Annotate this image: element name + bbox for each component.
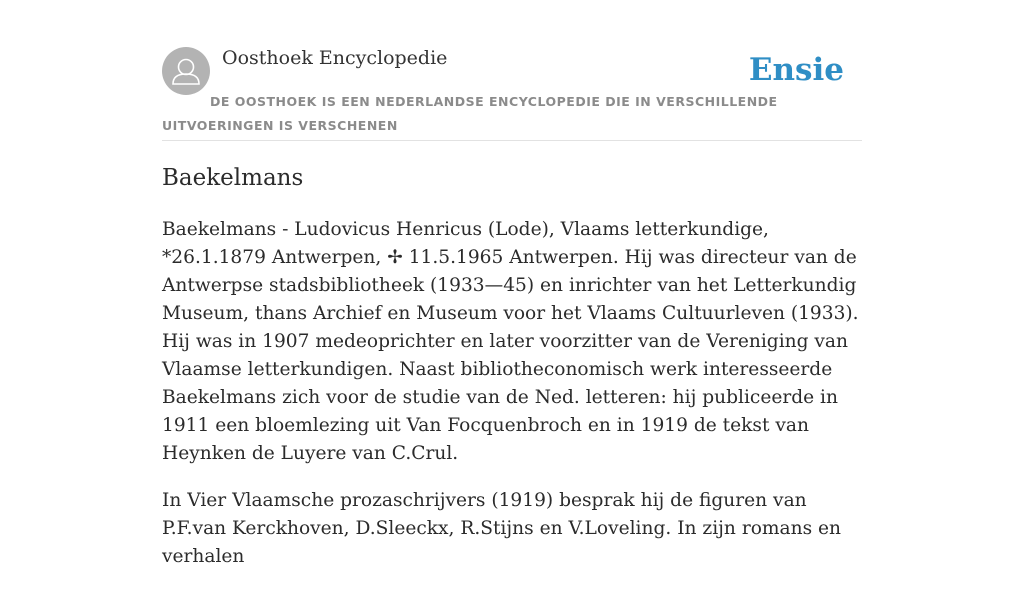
article-paragraph: Baekelmans - Ludovicus Henricus (Lode), Vlaams letterkundige, *26.1.1879 Antwerpen, ✢ 11.5.1965 Antwerpen. Hij was directeur van de Antwerpse stadsbibliotheek (1933—45) en inrichter van het Letterkundig Museum, thans Archief en Museum voor het Vlaams Cultuurleven (1933). Hij was in 1907 medeoprichter en later voorzitter van de Vereniging van Vlaamse letterkundigen. Naast bibliotheconomisch werk interesseerde Baekelmans zich voor de studie van de Ned. letteren: hij publiceerde in 1911 een bloemlezing uit Van Focquenbroch en in 1919 de tekst van Heynken de Luyere van C.Crul. [162, 219, 859, 464]
brand-logo[interactable]: Ensie [748, 52, 844, 88]
user-avatar-icon[interactable] [162, 47, 210, 95]
source-header [162, 46, 862, 141]
source-description: DE OOSTHOEK IS EEN NEDERLANDSE ENCYCLOPEDIE DIE IN VERSCHILLENDE UITVOERINGEN IS VERSCHENEN [162, 94, 778, 133]
article-paragraph: In Vier Vlaamsche prozaschrijvers (1919) besprak hij de figuren van P.F.van Kerckhoven, D.Sleeckx, R.Stijns en V.Loveling. In zijn romans en verhalen [162, 490, 842, 567]
article-body [162, 216, 864, 590]
article-title: Baekelmans [162, 165, 304, 191]
source-title[interactable]: Oosthoek Encyclopedie [222, 47, 448, 69]
